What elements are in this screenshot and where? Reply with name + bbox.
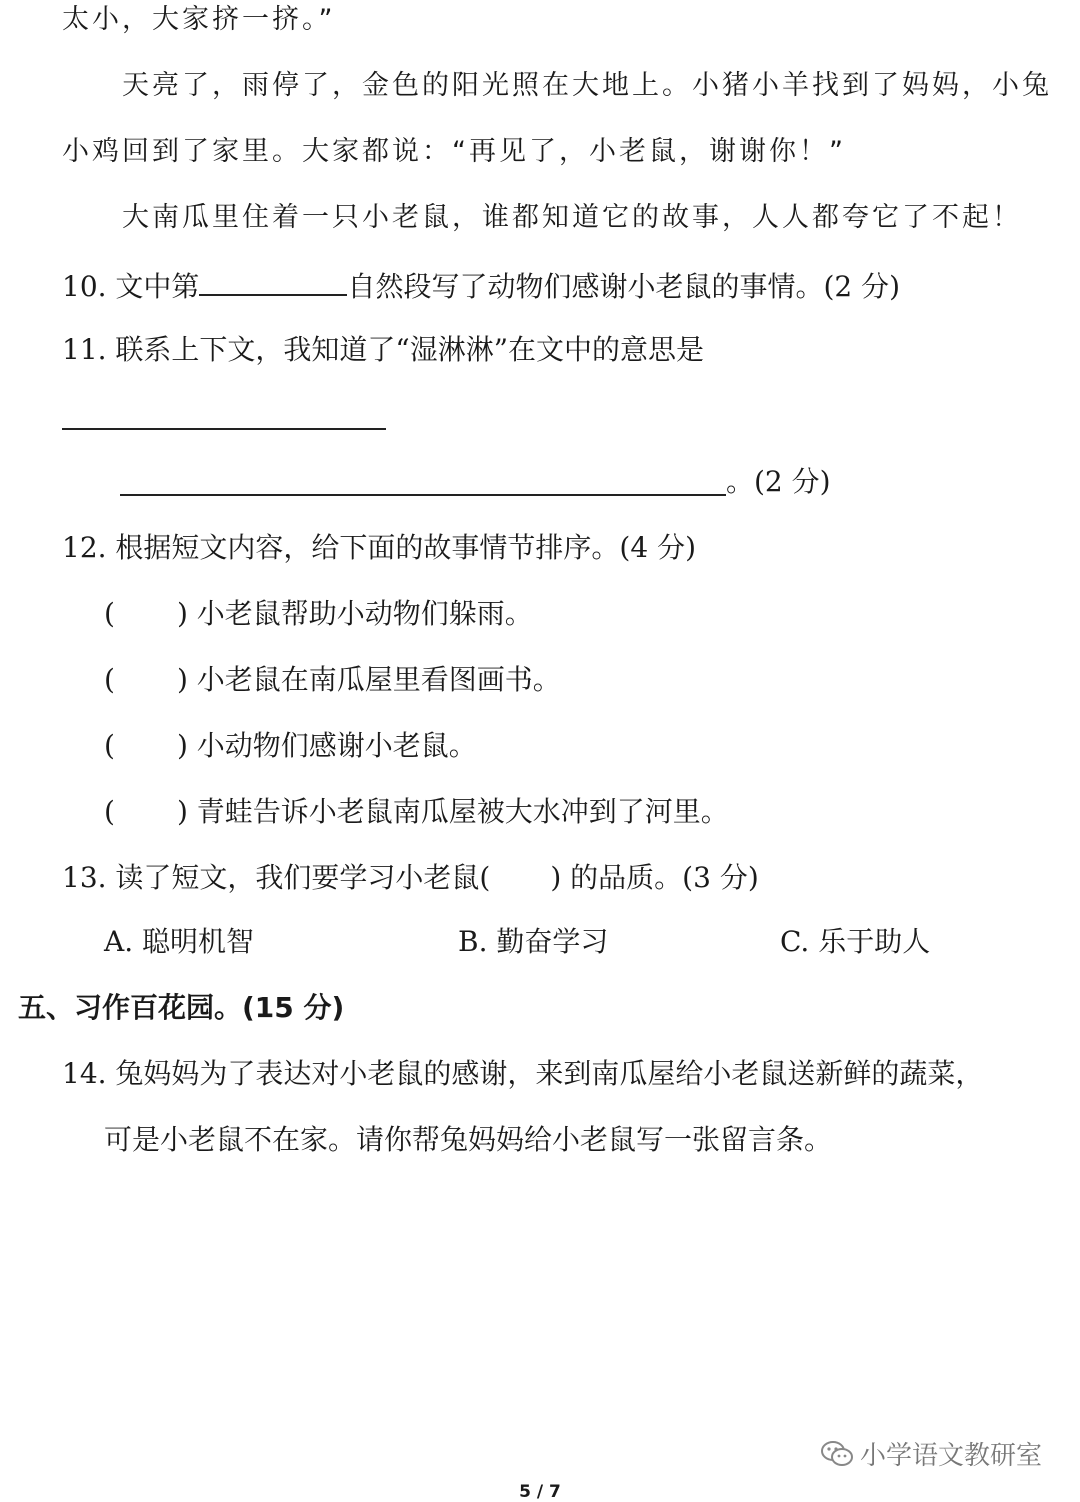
- q11-score: 。(2 分): [726, 465, 831, 498]
- story-line-1: 太小，大家挤一挤。”: [62, 4, 336, 35]
- question-10: [62, 264, 900, 307]
- q10-prefix: 10. 文中第: [62, 270, 200, 303]
- question-13: [62, 858, 759, 898]
- question-11: 11. 联系上下文，我知道了“湿淋淋”在文中的意思是: [62, 333, 705, 366]
- q12-item-1-text: 小老鼠帮助小动物们躲雨。: [196, 597, 533, 630]
- q13-option-c[interactable]: C. 乐于助人: [780, 925, 931, 958]
- q12-item-3-text: 小动物们感谢小老鼠。: [196, 729, 477, 762]
- watermark-text: 小学语文教研室: [860, 1441, 1043, 1471]
- q12-item-2: ( ) 小老鼠在南瓜屋里看图画书。: [104, 663, 561, 696]
- question-14-line-1: 14. 兔妈妈为了表达对小老鼠的感谢，来到南瓜屋给小老鼠送新鲜的蔬菜，: [62, 1057, 984, 1090]
- q11-answer-line-1[interactable]: [62, 428, 386, 430]
- q13-option-b[interactable]: B. 勤奋学习: [458, 925, 609, 958]
- q12-item-4: ( ) 青蛙告诉小老鼠南瓜屋被大水冲到了河里。: [104, 795, 729, 828]
- q10-answer-blank[interactable]: [199, 264, 347, 296]
- q12-item-4-text: 青蛙告诉小老鼠南瓜屋被大水冲到了河里。: [196, 795, 729, 828]
- q11-answer-line-2[interactable]: [120, 494, 726, 496]
- watermark: [820, 1435, 1042, 1472]
- wechat-icon: [820, 1439, 854, 1469]
- q13-prefix: 13. 读了短文，我们要学习小老鼠(: [62, 861, 491, 894]
- q13-option-a[interactable]: A. 聪明机智: [104, 925, 255, 958]
- q13-suffix: ) 的品质。(3 分): [550, 861, 759, 894]
- q12-item-2-text: 小老鼠在南瓜屋里看图画书。: [196, 663, 561, 696]
- q12-item-1: ( ) 小老鼠帮助小动物们躲雨。: [104, 597, 533, 630]
- story-line-2: 天亮了，雨停了，金色的阳光照在大地上。小猪小羊找到了妈妈，小兔: [122, 70, 1052, 101]
- section-5-title: 五、习作百花园。(15 分): [18, 991, 345, 1024]
- question-12: 12. 根据短文内容，给下面的故事情节排序。(4 分): [62, 531, 696, 564]
- q12-item-3: ( ) 小动物们感谢小老鼠。: [104, 729, 477, 762]
- q10-suffix: 自然段写了动物们感谢小老鼠的事情。(2 分): [347, 270, 901, 303]
- story-line-3: 小鸡回到了家里。大家都说：“再见了，小老鼠，谢谢你！”: [62, 136, 846, 167]
- question-14-line-2: 可是小老鼠不在家。请你帮兔妈妈给小老鼠写一张留言条。: [104, 1123, 833, 1156]
- page-number: 5 / 7: [519, 1482, 561, 1502]
- story-line-4: 大南瓜里住着一只小老鼠，谁都知道它的故事，人人都夸它了不起！: [122, 202, 1022, 233]
